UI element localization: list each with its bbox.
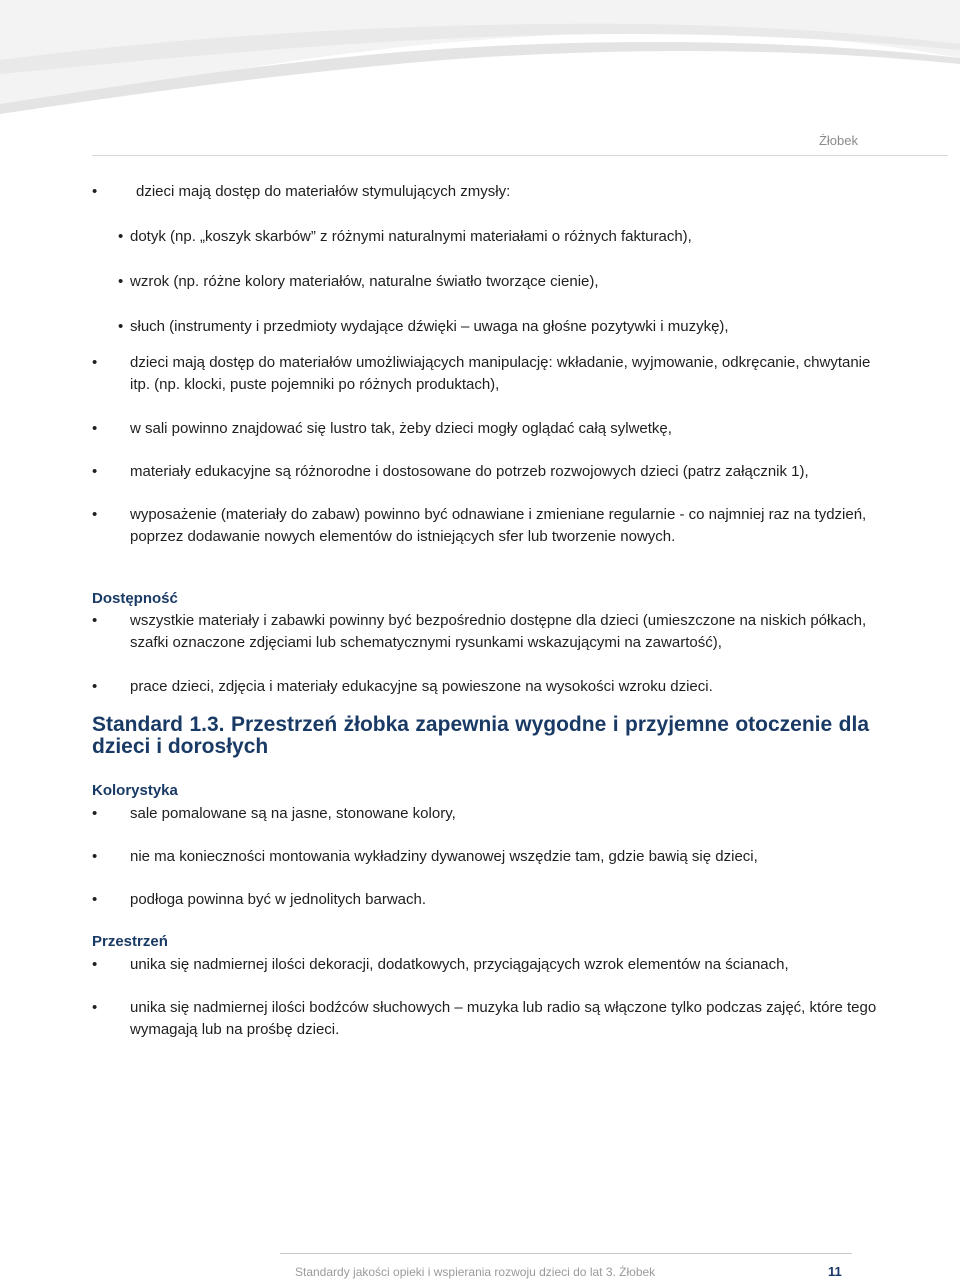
bullet-icon: • [92,183,98,200]
bullet-icon: • [92,999,98,1016]
bullet-icon: • [118,318,124,335]
bullet-icon: • [92,354,98,371]
bullet-icon: • [118,228,124,245]
bullet-icon: • [92,678,98,695]
header-swoosh-decoration [0,0,960,120]
standard-heading: Standard 1.3. Przestrzeń żłobka zapewnia wygodne i przyjemne otoczenie dla dzieci i dorosłych [92,713,869,758]
section-heading-dostepnosc: Dostępność [92,590,178,607]
header-divider [92,155,948,156]
bullet-icon: • [92,891,98,908]
section-heading-przestrzen: Przestrzeń [92,933,168,950]
bullet-icon: • [92,506,98,523]
bullet-icon: • [92,420,98,437]
footer-title: Standardy jakości opieki i wspierania rozwoju dzieci do lat 3. Żłobek [295,1265,656,1279]
bullet-icon: • [92,805,98,822]
footer-divider [280,1253,852,1254]
running-header-title: Żłobek [818,133,858,148]
bullet-icon: • [92,956,98,973]
section-heading-kolorystyka: Kolorystyka [92,782,178,799]
page-number: 11 [828,1264,842,1279]
bullet-icon: • [92,612,98,629]
bullet-icon: • [92,463,98,480]
bullet-icon: • [92,848,98,865]
bullet-icon: • [118,273,124,290]
